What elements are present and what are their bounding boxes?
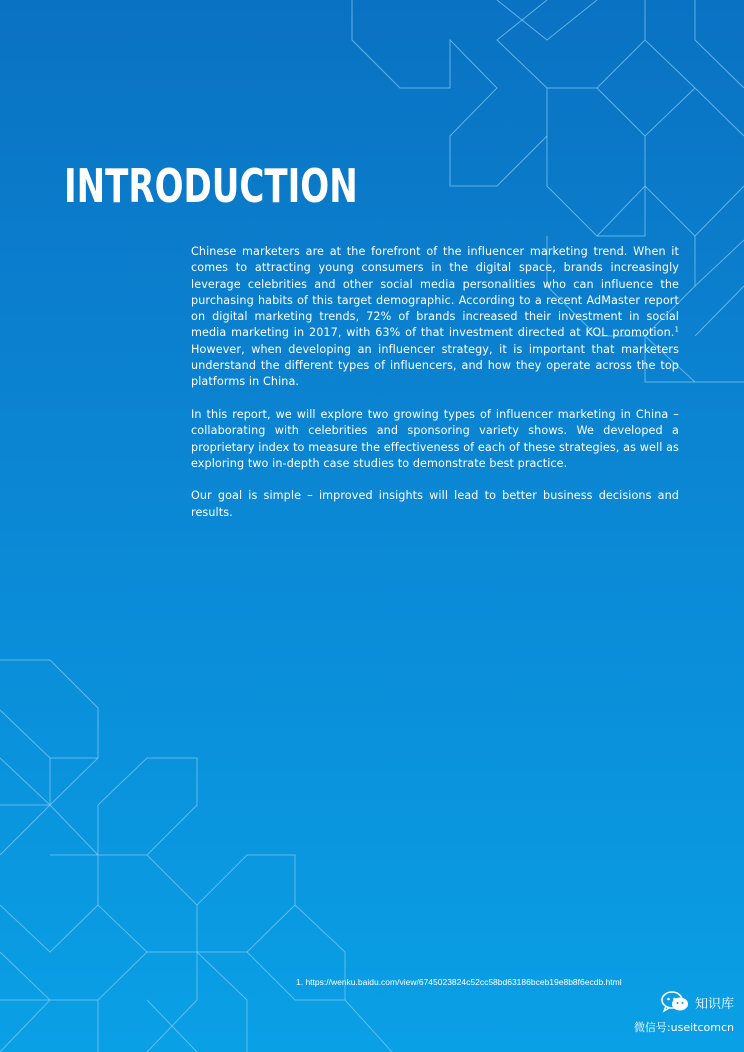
page-title: INTRODUCTION <box>64 159 358 213</box>
watermark-account: 微信号:useitcomcn <box>633 1021 734 1034</box>
paragraph-text: However, when developing an influencer strategy, it is important that marketers understand the different types of influencers, and how they operate across the top platforms in China. <box>191 342 679 389</box>
intro-body <box>191 244 679 537</box>
intro-paragraph-3: Our goal is simple – improved insights will lead to better business decisions and results. <box>191 489 679 519</box>
watermark-header <box>616 991 734 1013</box>
wechat-icon <box>661 991 689 1013</box>
watermark <box>616 991 734 1035</box>
intro-paragraph-2: In this report, we will explore two growing types of influencer marketing in China – collaborating with celebrities and sponsoring variety shows. We developed a proprietary index to measure the effectiveness of each of these strategies, as well as exploring two in-depth case studies to demonstrate best practice. <box>191 407 679 470</box>
footnote-link[interactable]: 1. https://wenku.baidu.com/view/6745023824c52cc58bd63186bceb19e8b8f6ecdb.html <box>296 977 622 987</box>
watermark-name: 知识库 <box>694 996 734 1012</box>
paragraph-text: Chinese marketers are at the forefront of the influencer marketing trend. When it comes to attracting young consumers in the digital space, brands increasingly leverage celebrities and other social media personalities who can influence the purchasing habits of this target demographic. According to a recent AdMaster report on digital marketing trends, 72% of brands increased their investment in social media marketing in 2017, with 63% of that investment directed at KOL promotion. <box>191 245 679 340</box>
intro-paragraph-1 <box>191 244 679 391</box>
footnote-reference: 1 <box>674 325 679 334</box>
